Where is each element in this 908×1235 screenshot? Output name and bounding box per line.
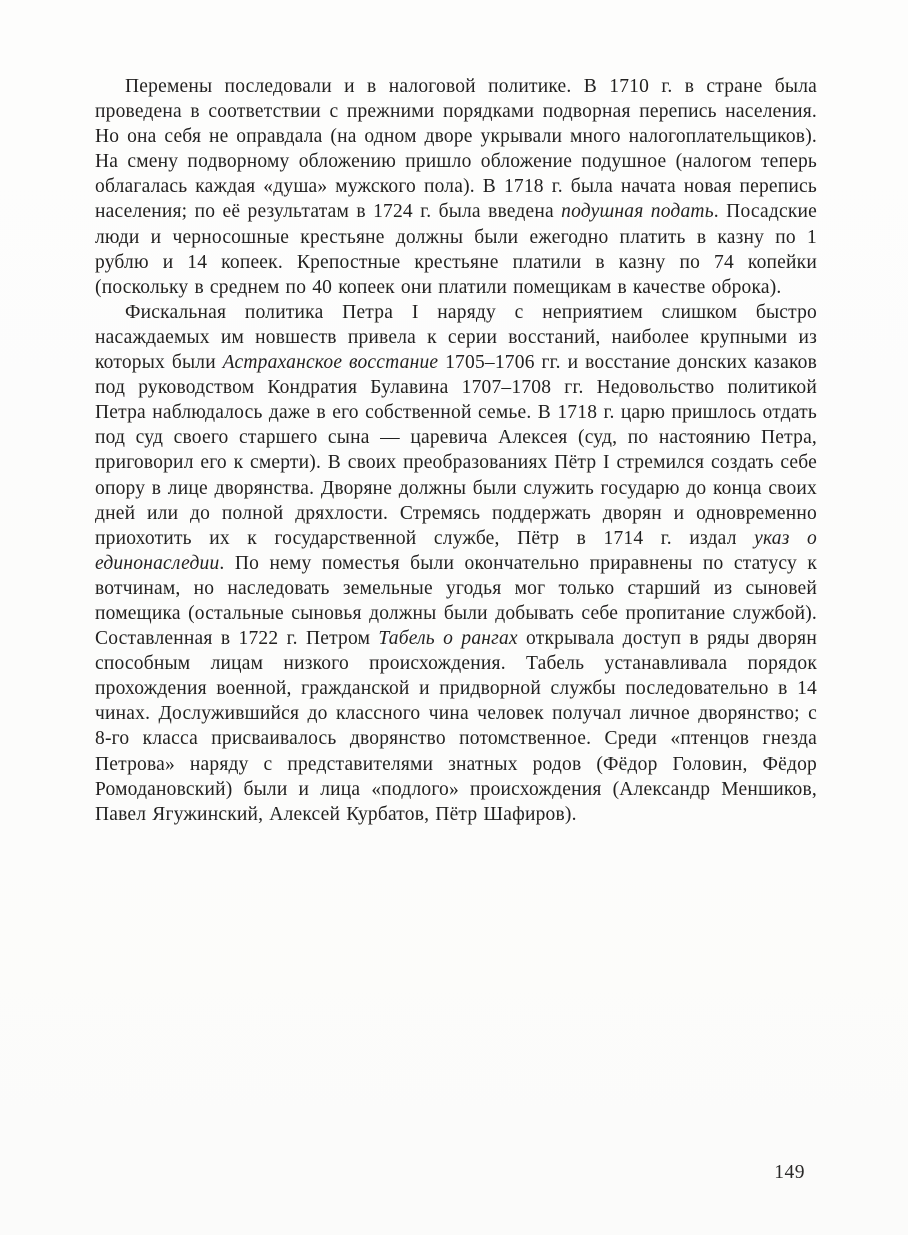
- italic-text: Табель о рангах: [378, 628, 518, 650]
- body-text: 1705–1706 гг. и восстание донских казаков под руководством Кондратия Булавина 1707–1708 гг. Недовольство политикой Петра наблюдалось даже в его собственной семье. В 1718 г. царю пришлось отдать под суд своего старшего сына — царевича Алексея (суд, по настоянию Петра, приговорил его к смерти). В своих преобразованиях Пётр I стремился создать себе опору в лице дворянства. Дворяне должны были служить государю до конца своих дней или до полной дряхлости. Стремясь поддержать дворян и одновременно приохотить их к государственной службе, Пётр в 1714 г. издал: [95, 352, 817, 549]
- paragraph: [95, 300, 817, 827]
- body-text: Фискальная политика Петра I наряду с неприятием слишком быстро насаждаемых им новшеств привела к серии восстаний, наиболее крупными из которых были: [95, 301, 817, 374]
- italic-text: Астраханское восстание: [222, 352, 439, 374]
- page-number: 149: [774, 1162, 805, 1183]
- body-text: . По нему поместья были окончательно приравнены по статусу к вотчинам, но наследовать земельные угодья мог только старший из сыновей помещика (остальные сыновья должны были добывать себе пропитание службой). Составленная в 1722 г. Петром: [95, 552, 817, 650]
- body-text: открывала доступ в ряды дворян способным лицам низкого происхождения. Табель устанавливала порядок прохождения военной, гражданской и придворной службы последовательно в 14 чинах. Дослужившийся до классного чина человек получал личное дворянство; с 8-го класса присваивалось дворянство потомственное. Среди «птенцов гнезда Петрова» наряду с представителями знатных родов (Фёдор Головин, Фёдор Ромодановский) были и лица «подлого» происхождения (Александр Меншиков, Павел Ягужинский, Алексей Курбатов, Пётр Шафиров).: [95, 628, 817, 825]
- italic-text: подушная подать: [561, 201, 714, 223]
- paragraph: [95, 74, 817, 300]
- body-text: . Посадские люди и черносошные крестьяне должны были ежегодно платить в казну по 1 рублю и 14 копеек. Крепостные крестьяне платили в казну по 74 копейки (поскольку в среднем по 40 копеек они платили помещикам в качестве оброка).: [95, 201, 817, 298]
- text-block: [95, 74, 817, 827]
- body-text: Перемены последовали и в налоговой политике. В 1710 г. в стране была проведена в соответствии с прежними порядками подворная перепись населения. Но она себя не оправдала (на одном дворе укрывали много налогоплательщиков). На смену подворному обложению пришло обложение подушное (налогом теперь облагалась каждая «душа» мужского пола). В 1718 г. была начата новая перепись населения; по её результатам в 1724 г. была введена: [95, 76, 817, 223]
- italic-text: указ о единонаследии: [95, 527, 817, 574]
